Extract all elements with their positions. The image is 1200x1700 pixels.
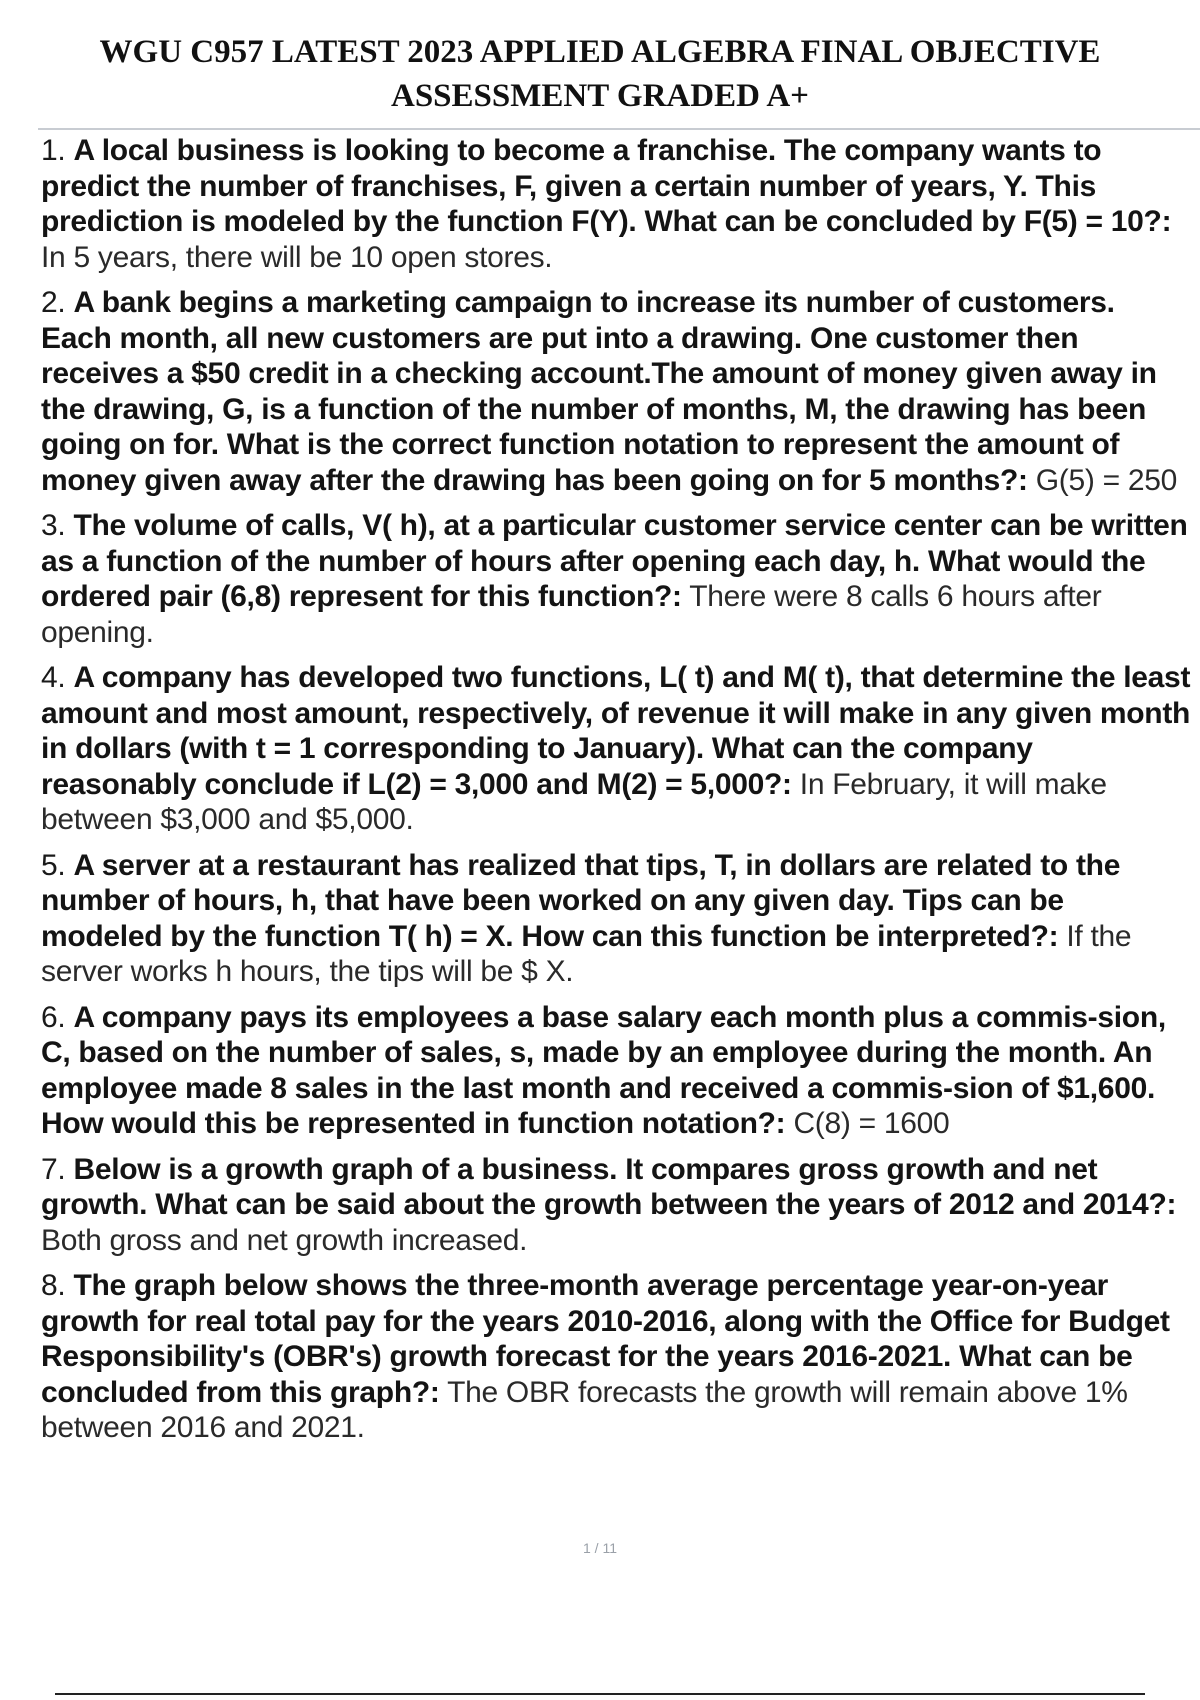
question-item-3: [41, 508, 1191, 650]
question-text: The volume of calls, V( h), at a particular customer service center can be written as a function of the number of hours after opening each day, h. What would the ordered pair (6,8) represent for this function?:: [41, 509, 1188, 613]
question-item-7: [41, 1152, 1191, 1259]
document-title-line-2: ASSESSMENT GRADED A+: [391, 78, 809, 114]
question-text: Below is a growth graph of a business. It compares gross growth and net growth. What can be said about the growth between the years of 2012 and 2014?:: [41, 1152, 1177, 1221]
question-text: The graph below shows the three-month average percentage year-on-year growth for real total pay for the years 2010-2016, along with the Office for Budget Responsibility's (OBR's) growth forecast for the years 2016-2021. What can be concluded from this graph?:: [41, 1269, 1170, 1409]
answer-text: In 5 years, there will be 10 open stores.: [41, 240, 553, 274]
question-text: A bank begins a marketing campaign to increase its number of customers. Each month, all new customers are put into a drawing. One customer then receives a $50 credit in a checking account.The amount of money given away in the drawing, G, is a function of the number of months, M, the drawing has been going on for. What is the correct function notation to represent the amount of money given away after the drawing has been going on for 5 months?:: [41, 286, 1157, 497]
question-item-8: [41, 1268, 1191, 1446]
page-counter: 1 / 11: [583, 1540, 617, 1556]
question-number: 6.: [41, 1000, 66, 1034]
answer-text: There were 8 calls 6 hours after opening.: [41, 580, 1102, 649]
answer-text: In February, it will make between $3,000 and $5,000.: [41, 767, 1107, 836]
question-text: A company has developed two functions, L( t) and M( t), that determine the least amount and most amount, respectively, of revenue it will make in any given month in dollars (with t = 1 corresponding to January). What can the company reasonably conclude if L(2) = 3,000 and M(2) = 5,000?:: [41, 661, 1191, 801]
question-text: A company pays its employees a base salary each month plus a commis-sion, C, based on the number of sales, s, made by an employee during the month. An employee made 8 sales in the last month and received a commis-sion of $1,600. How would this be represented in function notation?:: [41, 1000, 1166, 1140]
question-item-5: [41, 848, 1191, 990]
question-number: 1.: [41, 134, 66, 167]
question-number: 2.: [41, 286, 66, 319]
header-divider: [38, 128, 1200, 130]
answer-text: If the server works h hours, the tips will be $ X.: [41, 919, 1132, 988]
question-number: 4.: [41, 661, 66, 694]
question-number: 8.: [41, 1269, 66, 1302]
question-number: 7.: [41, 1152, 66, 1186]
question-item-1: [41, 133, 1191, 275]
document-title-line-1: WGU C957 LATEST 2023 APPLIED ALGEBRA FINAL OBJECTIVE: [99, 34, 1101, 70]
question-number: 3.: [41, 509, 66, 542]
question-text: A local business is looking to become a franchise. The company wants to predict the number of franchises, F, given a certain number of years, Y. This prediction is modeled by the function F(Y). What can be concluded by F(5) = 10?:: [41, 134, 1172, 238]
footer-divider: [55, 1693, 1145, 1695]
question-item-2: [41, 285, 1191, 498]
question-list: [41, 133, 1191, 1456]
answer-text: G(5) = 250: [1035, 463, 1177, 497]
answer-text: C(8) = 1600: [793, 1107, 950, 1140]
question-item-4: [41, 660, 1191, 838]
answer-text: The OBR forecasts the growth will remain above 1% between 2016 and 2021.: [41, 1375, 1128, 1444]
question-text: A server at a restaurant has realized that tips, T, in dollars are related to the number of hours, h, that have been worked on any given day. Tips can be modeled by the function T( h) = X. How can this function be interpreted?:: [41, 848, 1121, 953]
document-title: [0, 30, 1200, 118]
answer-text: Both gross and net growth increased.: [41, 1223, 528, 1257]
question-number: 5.: [41, 848, 66, 882]
question-item-6: [41, 1000, 1191, 1142]
